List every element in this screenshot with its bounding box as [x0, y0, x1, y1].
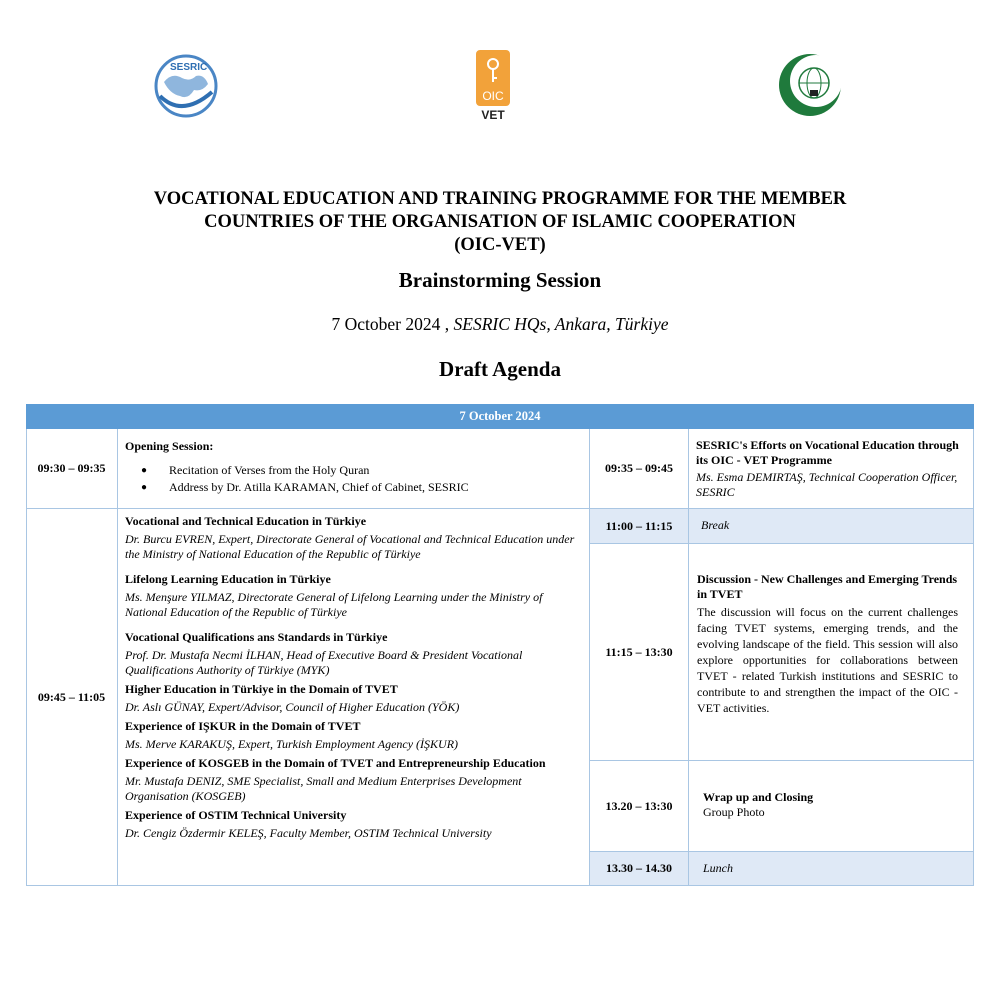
discussion-time: 11:15 – 13:30 — [590, 544, 689, 761]
sesric-logo-text: SESRIC — [170, 62, 208, 73]
closing-session — [689, 761, 974, 852]
list-item — [125, 572, 582, 620]
session-title: Brainstorming Session — [398, 268, 602, 292]
event-venue: SESRIC HQs, Ankara, Türkiye — [453, 314, 669, 334]
oic-logo — [776, 52, 844, 118]
list-item: ● Address by Dr. Atilla KARAMAN, Chief of Cabinet, SESRIC — [140, 480, 469, 494]
main-block-sessions — [118, 509, 590, 886]
item-speaker: Prof. Dr. Mustafa Necmi İLHAN, Head of Executive Board & President Vocational Qualifications Authority of Türkiye (MYK) — [125, 648, 523, 677]
item-speaker: Ms. Merve KARAKUŞ, Expert, Turkish Employment Agency (İŞKUR) — [125, 737, 459, 751]
sesric-logo — [152, 52, 220, 118]
event-date: 7 October 2024 , — [331, 314, 450, 334]
lunch-time: 13.30 – 14.30 — [590, 852, 689, 886]
closing-title: Wrap up and Closing — [703, 790, 814, 804]
sesric-efforts-title: SESRIC's Efforts on Vocational Education through its OIC - VET Programme — [696, 438, 959, 467]
item-title: Lifelong Learning Education in Türkiye — [125, 572, 331, 586]
opening-session — [118, 429, 590, 509]
item-title: Higher Education in Türkiye in the Domain of TVET — [125, 682, 398, 696]
title-line-1: VOCATIONAL EDUCATION AND TRAINING PROGRAMME FOR THE MEMBER — [153, 189, 847, 209]
closing-sub: Group Photo — [703, 805, 765, 819]
closing-time: 13.20 – 13:30 — [590, 761, 689, 852]
lunch-label: Lunch — [689, 852, 974, 886]
item-speaker: Ms. Menşure YILMAZ, Directorate General of Lifelong Learning under the Ministry of National Education of the Republic of Türkiye — [125, 590, 543, 619]
item-title: Vocational and Technical Education in Türkiye — [125, 514, 367, 528]
list-item — [125, 808, 582, 841]
item-speaker: Dr. Burcu EVREN, Expert, Directorate General of Vocational and Technical Education under the Ministry of National Education of the Republic of Türkiye — [125, 532, 575, 561]
sesric-efforts-speaker: Ms. Esma DEMIRTAŞ, Technical Cooperation Officer, SESRIC — [696, 470, 958, 499]
list-item — [125, 719, 582, 752]
date-venue-line — [0, 314, 1000, 335]
sesric-efforts-time: 09:35 – 09:45 — [590, 429, 689, 509]
item-title: Experience of KOSGEB in the Domain of TVET and Entrepreneurship Education — [125, 756, 546, 770]
opening-bullet-1: Recitation of Verses from the Holy Quran — [169, 463, 370, 477]
item-title: Experience of OSTIM Technical University — [125, 808, 347, 822]
discussion-session — [689, 544, 974, 761]
item-title: Experience of IŞKUR in the Domain of TVET — [125, 719, 361, 733]
main-title — [0, 188, 1000, 257]
discussion-title: Discussion - New Challenges and Emerging Trends in TVET — [697, 572, 958, 601]
item-speaker: Dr. Cengiz Özdermir KELEŞ, Faculty Member, OSTIM Technical University — [125, 826, 492, 840]
oic-vet-logo-text-vet: VET — [481, 108, 505, 122]
item-title: Vocational Qualifications ans Standards in Türkiye — [125, 630, 388, 644]
main-block-time: 09:45 – 11:05 — [26, 509, 118, 886]
discussion-body: The discussion will focus on the current challenges facing TVET systems, emerging trends, and the evolving landscape of the field. This session will also explore opportunities for collaborations between TVET - related Turkish institutions and SESRIC to contribute to and strengthen the impact of the OIC -VET activities. — [697, 605, 958, 715]
title-line-2: COUNTRIES OF THE ORGANISATION OF ISLAMIC COOPERATION — [204, 212, 796, 232]
list-item — [125, 756, 582, 804]
list-item — [125, 630, 582, 678]
opening-bullet-2: Address by Dr. Atilla KARAMAN, Chief of Cabinet, SESRIC — [169, 480, 469, 494]
agenda-title: Draft Agenda — [439, 357, 561, 381]
sesric-efforts-session — [689, 429, 974, 509]
oic-vet-logo — [474, 50, 512, 122]
opening-time: 09:30 – 09:35 — [26, 429, 118, 509]
break-time: 11:00 – 11:15 — [590, 509, 689, 544]
list-item — [125, 514, 582, 562]
opening-title: Opening Session: — [125, 439, 214, 453]
title-line-3: (OIC-VET) — [454, 235, 546, 255]
oic-vet-logo-text-oic: OIC — [482, 89, 504, 103]
list-item: ● Recitation of Verses from the Holy Quran — [140, 463, 370, 477]
item-speaker: Mr. Mustafa DENIZ, SME Specialist, Small and Medium Enterprises Development Organisation (KOSGEB) — [125, 774, 522, 803]
break-label: Break — [689, 509, 974, 544]
item-speaker: Dr. Aslı GÜNAY, Expert/Advisor, Council of Higher Education (YÖK) — [125, 700, 460, 714]
list-item — [125, 682, 582, 715]
day-header: 7 October 2024 — [26, 404, 974, 429]
